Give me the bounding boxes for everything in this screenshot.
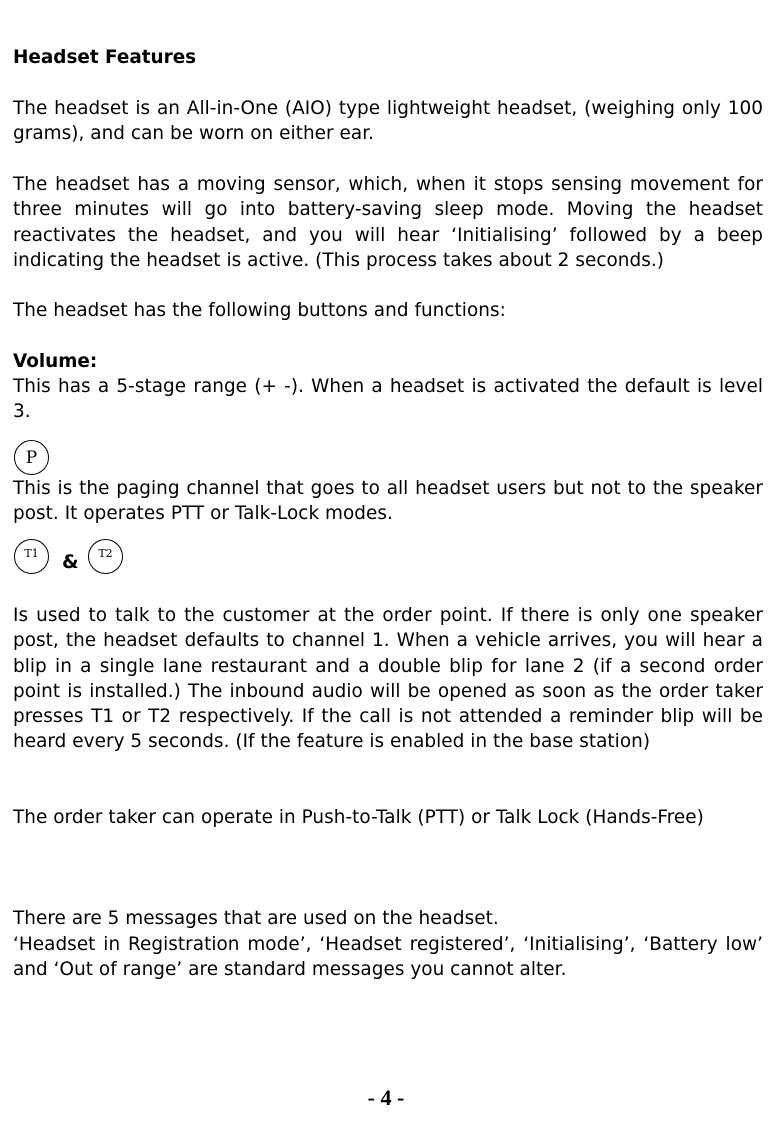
volume-title: Volume: [13, 351, 98, 372]
messages-intro-text: There are 5 messages that are used on the headset. [13, 908, 499, 929]
buttons-intro-paragraph [13, 298, 763, 323]
t1-button-label: T1 [24, 546, 39, 560]
paging-paragraph [13, 476, 763, 527]
section-heading [13, 45, 763, 70]
ampersand: & [62, 551, 79, 573]
volume-heading [13, 349, 763, 374]
talk-text: Is used to talk to the customer at the order point. If there is only one speaker post, the headset defaults to channel 1. When a vehicle arrives, you will hear a blip in a single lane restaurant and a double blip for lane 2 (if a second order point is installed.) The inbound audio will be opened as soon as the order taker presses T1 or T2 respectively. If the call is not attended a reminder blip will be heard every 5 seconds. (If the feature is enabled in the base station) [13, 605, 763, 753]
volume-paragraph [13, 374, 763, 425]
messages-intro-paragraph [13, 906, 763, 931]
modes-text: The order taker can operate in Push-to-Talk (PTT) or Talk Lock (Hands-Free) [13, 807, 704, 828]
messages-text: ‘Headset in Registration mode’, ‘Headset registered’, ‘Initialising’, ‘Battery low’ and ‘Out of range’ are standard messages you cannot alter. [13, 934, 763, 981]
t2-button-label: T2 [98, 546, 113, 560]
messages-paragraph [13, 932, 763, 983]
t1-button-icon [14, 539, 49, 574]
page-title: Headset Features [13, 47, 197, 68]
buttons-intro-text: The headset has the following buttons and functions: [13, 300, 506, 321]
paging-button-label: P [25, 447, 38, 468]
page-number: - 4 - [367, 1085, 405, 1110]
sensor-paragraph [13, 172, 763, 273]
intro-paragraph [13, 96, 763, 147]
t2-button-icon [88, 539, 123, 574]
talk-paragraph [13, 603, 763, 755]
paging-button-icon [14, 440, 49, 475]
intro-text: The headset is an All-in-One (AIO) type lightweight headset, (weighing only 100 grams), and can be worn on either ear. [13, 98, 763, 145]
volume-text: This has a 5-stage range (+ -). When a headset is activated the default is level 3. [13, 376, 763, 423]
modes-paragraph [13, 805, 763, 830]
sensor-text: The headset has a moving sensor, which, when it stops sensing movement for three minutes will go into battery-saving sleep mode. Moving the headset reactivates the headset, and you will hear ‘Initialising’ followed by a beep indicating the headset is active. (This process takes about 2 seconds.) [13, 174, 763, 271]
paging-text: This is the paging channel that goes to all headset users but not to the speaker post. It operates PTT or Talk-Lock modes. [13, 478, 763, 525]
